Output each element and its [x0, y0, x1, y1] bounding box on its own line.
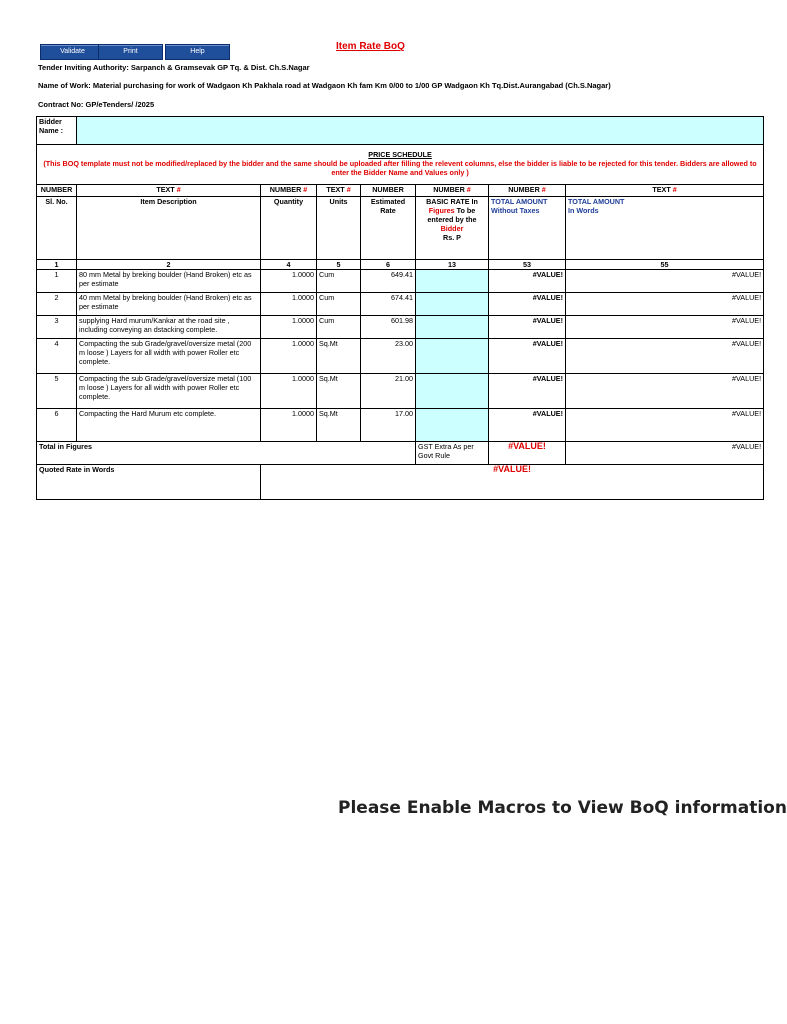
item-qty: 1.0000: [261, 316, 317, 339]
item-rate: 17.00: [361, 409, 416, 442]
item-words: #VALUE!: [566, 270, 764, 293]
total-row: [37, 442, 764, 465]
item-words: #VALUE!: [566, 316, 764, 339]
item-sl: 6: [37, 409, 77, 442]
item-amount: #VALUE!: [489, 339, 566, 374]
col-est: Estimated Rate: [361, 197, 416, 260]
item-desc: supplying Hard murum/Kankar at the road site , including conveying an dstacking complete.: [77, 316, 261, 339]
gst-note: GST Extra As per Govt Rule: [416, 442, 489, 465]
boq-table: [36, 116, 764, 500]
item-rate: 21.00: [361, 374, 416, 409]
type-c1: NUMBER: [37, 185, 77, 197]
item-unit: Cum: [317, 270, 361, 293]
colnum-4: 4: [261, 260, 317, 270]
item-sl: 2: [37, 293, 77, 316]
item-sl: 4: [37, 339, 77, 374]
colnum-6: 6: [361, 260, 416, 270]
item-qty: 1.0000: [261, 374, 317, 409]
col-total-amount: TOTAL AMOUNT Without Taxes: [489, 197, 566, 260]
bidder-name-input[interactable]: [77, 117, 764, 145]
validate-button[interactable]: Validate: [40, 44, 105, 60]
colnum-1: 1: [37, 260, 77, 270]
basic-rate-input[interactable]: [416, 293, 489, 316]
quoted-label: Quoted Rate in Words: [37, 465, 261, 500]
column-number-row: [37, 260, 764, 270]
type-c6: NUMBER: [361, 185, 416, 197]
item-words: #VALUE!: [566, 374, 764, 409]
item-qty: 1.0000: [261, 293, 317, 316]
table-row: [37, 339, 764, 374]
price-schedule-header: [37, 145, 764, 185]
item-rate: 674.41: [361, 293, 416, 316]
price-schedule-title: PRICE SCHEDULE: [368, 150, 432, 159]
schedule-notice: (This BOQ template must not be modified/replaced by the bidder and the same should be uploaded after filling the relevent columns, else the bidder is liable to be rejected for this tender. Bidders are allowed to enter the Bidder Name and Values only ): [43, 159, 757, 177]
column-header-row: [37, 197, 764, 260]
type-c53: NUMBER #: [489, 185, 566, 197]
help-button[interactable]: Help: [165, 44, 230, 60]
item-unit: Sq.Mt: [317, 374, 361, 409]
type-c4: NUMBER #: [261, 185, 317, 197]
colnum-55: 55: [566, 260, 764, 270]
item-qty: 1.0000: [261, 409, 317, 442]
item-words: #VALUE!: [566, 409, 764, 442]
colnum-13: 13: [416, 260, 489, 270]
col-sl: Sl. No.: [37, 197, 77, 260]
table-row: [37, 293, 764, 316]
page-title: Item Rate BoQ: [336, 41, 405, 52]
table-row: [37, 270, 764, 293]
quoted-row: [37, 465, 764, 500]
col-qty: Quantity: [261, 197, 317, 260]
item-words: #VALUE!: [566, 339, 764, 374]
item-rate: 23.00: [361, 339, 416, 374]
item-desc: 40 mm Metal by breking boulder (Hand Broken) etc as per estimate: [77, 293, 261, 316]
col-desc: Item Description: [77, 197, 261, 260]
item-amount: #VALUE!: [489, 270, 566, 293]
table-row: [37, 409, 764, 442]
item-desc: Compacting the sub Grade/gravel/oversize metal (100 m loose ) Layers for all width with power Roller etc complete.: [77, 374, 261, 409]
col-units: Units: [317, 197, 361, 260]
item-amount: #VALUE!: [489, 316, 566, 339]
item-unit: Cum: [317, 293, 361, 316]
item-sl: 1: [37, 270, 77, 293]
item-unit: Sq.Mt: [317, 409, 361, 442]
type-c2: TEXT #: [77, 185, 261, 197]
print-button[interactable]: Print: [98, 44, 163, 60]
item-rate: 601.98: [361, 316, 416, 339]
macro-notice: Please Enable Macros to View BoQ information: [338, 798, 787, 818]
colnum-53: 53: [489, 260, 566, 270]
contract-no: Contract No: GP/eTenders/ /2025: [38, 100, 155, 109]
item-unit: Cum: [317, 316, 361, 339]
item-desc: Compacting the sub Grade/gravel/oversize metal (200 m loose ) Layers for all width with power Roller etc complete.: [77, 339, 261, 374]
item-unit: Sq.Mt: [317, 339, 361, 374]
basic-rate-input[interactable]: [416, 409, 489, 442]
basic-rate-input[interactable]: [416, 339, 489, 374]
item-amount: #VALUE!: [489, 374, 566, 409]
type-c13: NUMBER #: [416, 185, 489, 197]
table-row: [37, 374, 764, 409]
name-of-work: Name of Work: Material purchasing for work of Wadgaon Kh Pakhala road at Wadgaon Kh fam Km 0/00 to 1/00 GP Wadgaon Kh Tq.Dist.Aurangabad (Ch.S.Nagar): [38, 81, 611, 90]
type-c5: TEXT #: [317, 185, 361, 197]
type-c55: TEXT #: [566, 185, 764, 197]
item-amount: #VALUE!: [489, 293, 566, 316]
bidder-label: Bidder Name :: [37, 117, 77, 145]
item-sl: 5: [37, 374, 77, 409]
quoted-value: #VALUE!: [261, 465, 764, 500]
tender-authority: Tender Inviting Authority: Sarpanch & Gramsevak GP Tq. & Dist. Ch.S.Nagar: [38, 63, 310, 72]
item-qty: 1.0000: [261, 339, 317, 374]
item-words: #VALUE!: [566, 293, 764, 316]
item-desc: Compacting the Hard Murum etc complete.: [77, 409, 261, 442]
item-sl: 3: [37, 316, 77, 339]
total-amount: #VALUE!: [489, 442, 566, 465]
item-desc: 80 mm Metal by breking boulder (Hand Broken) etc as per estimate: [77, 270, 261, 293]
basic-rate-input[interactable]: [416, 374, 489, 409]
type-row: [37, 185, 764, 197]
basic-rate-input[interactable]: [416, 270, 489, 293]
col-basic-rate: BASIC RATE In Figures To be entered by the Bidder Rs. P: [416, 197, 489, 260]
total-words: #VALUE!: [566, 442, 764, 465]
colnum-2: 2: [77, 260, 261, 270]
colnum-5: 5: [317, 260, 361, 270]
basic-rate-input[interactable]: [416, 316, 489, 339]
col-amount-words: TOTAL AMOUNT In Words: [566, 197, 764, 260]
item-qty: 1.0000: [261, 270, 317, 293]
item-rate: 649.41: [361, 270, 416, 293]
total-label: Total in Figures: [37, 442, 416, 465]
table-row: [37, 316, 764, 339]
item-amount: #VALUE!: [489, 409, 566, 442]
